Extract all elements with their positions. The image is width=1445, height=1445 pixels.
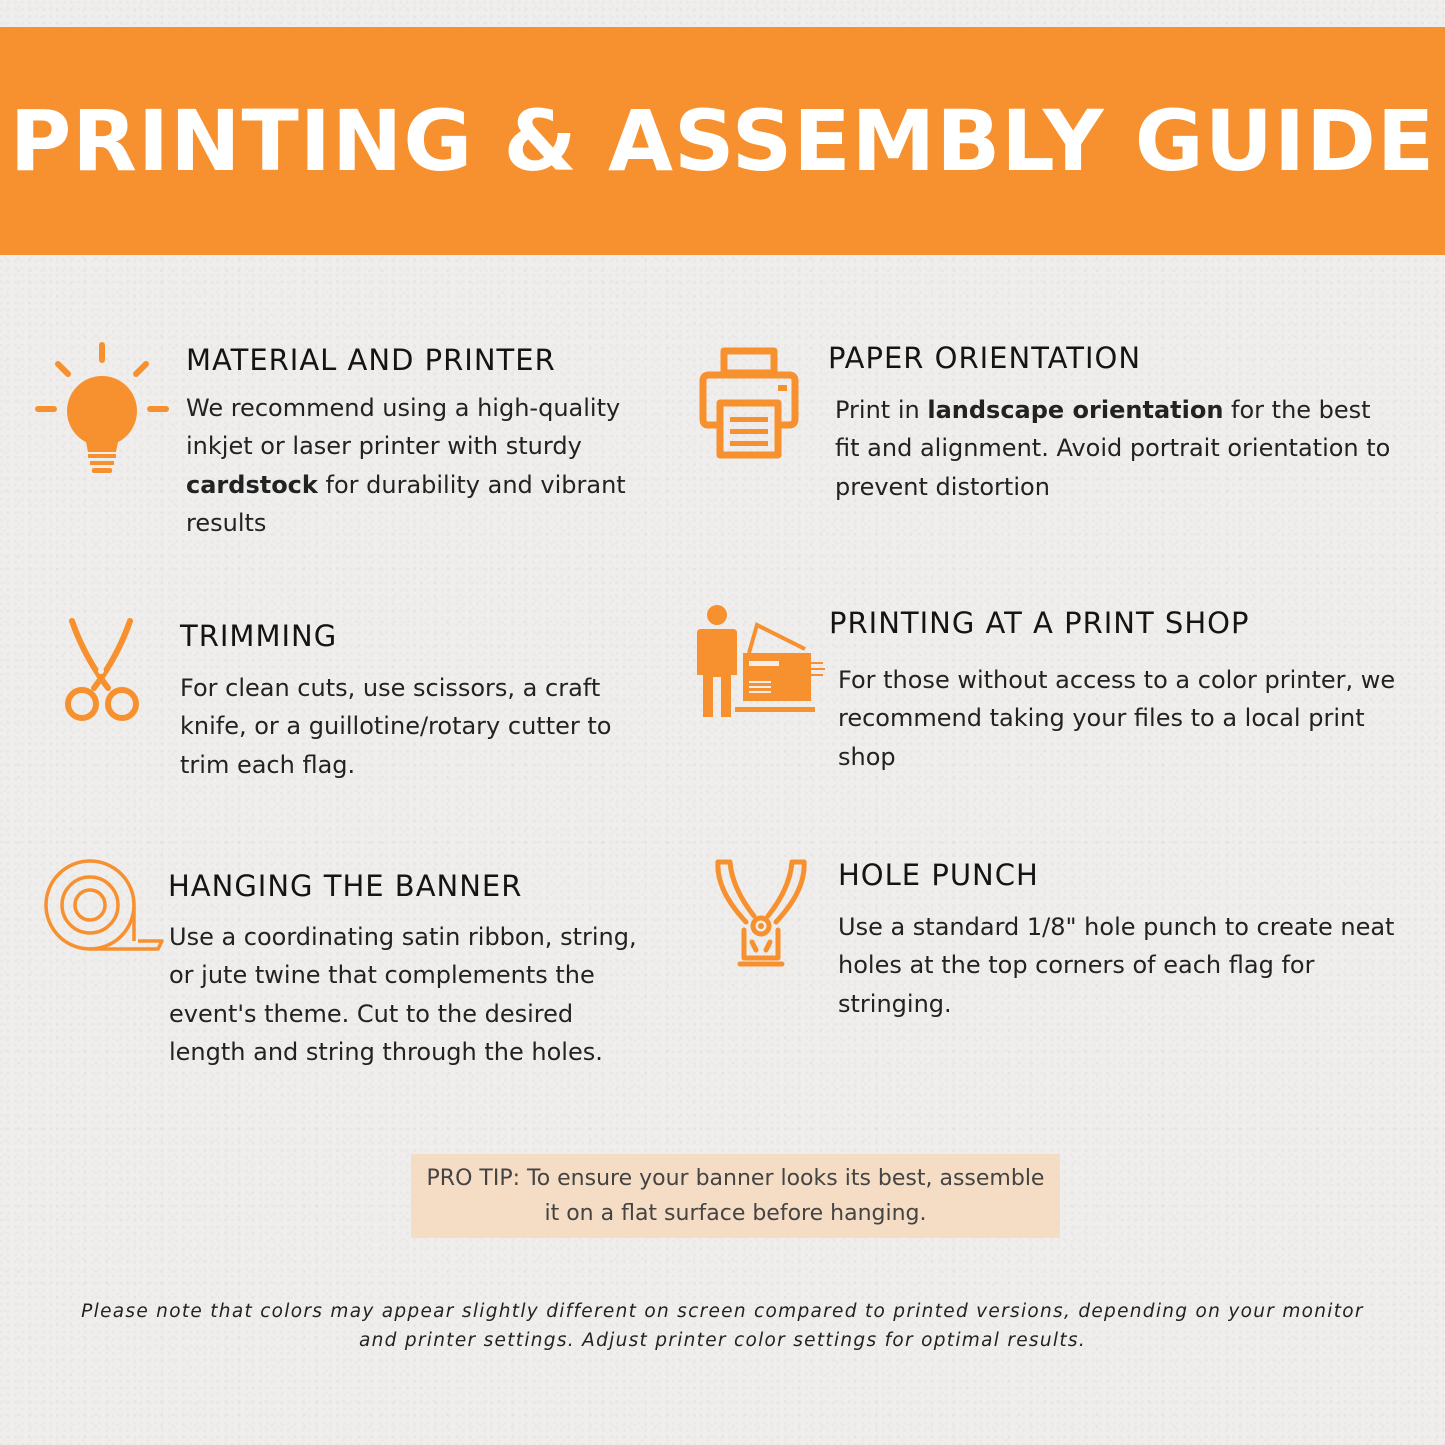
material-printer-text: We recommend using a high-quality inkjet or laser printer with sturdy cardstock for durability and vibrant results bbox=[186, 394, 626, 537]
material-printer-title: MATERIAL AND PRINTER bbox=[186, 343, 556, 377]
page-title: PRINTING & ASSEMBLY GUIDE bbox=[9, 92, 1436, 190]
hole-punch-icon bbox=[712, 858, 810, 970]
trimming-text: For clean cuts, use scissors, a craft knife, or a guillotine/rotary cutter to trim each flag. bbox=[180, 674, 612, 779]
hanging-banner-title: HANGING THE BANNER bbox=[168, 869, 523, 903]
paper-orientation-title: PAPER ORIENTATION bbox=[828, 341, 1142, 375]
scissors-icon bbox=[62, 616, 142, 724]
paper-orientation-text: Print in landscape orientation for the best fit and alignment. Avoid portrait orientation to prevent distortion bbox=[835, 396, 1391, 501]
print-shop-text: For those without access to a color printer, we recommend taking your files to a local print shop bbox=[838, 666, 1396, 771]
lightbulb-icon bbox=[34, 340, 170, 480]
hole-punch-text: Use a standard 1/8" hole punch to create neat holes at the top corners of each flag for stringing. bbox=[838, 913, 1395, 1018]
header-banner bbox=[0, 27, 1445, 255]
hole-punch-title: HOLE PUNCH bbox=[838, 858, 1039, 892]
ribbon-roll-icon bbox=[40, 857, 168, 957]
print-shop-title: PRINTING AT A PRINT SHOP bbox=[829, 606, 1250, 640]
printer-icon bbox=[698, 345, 800, 460]
print-shop-icon bbox=[693, 603, 828, 721]
trimming-title: TRIMMING bbox=[180, 619, 338, 653]
hanging-banner-text: Use a coordinating satin ribbon, string, or jute twine that complements the event's theme. Cut to the desired length and string through the holes. bbox=[169, 923, 637, 1066]
pro-tip-box bbox=[411, 1154, 1060, 1238]
pro-tip-text: PRO TIP: To ensure your banner looks its best, assemble it on a flat surface before hanging. bbox=[426, 1166, 1045, 1226]
footer-note: Please note that colors may appear slightly different on screen compared to printed versions, depending on your monitor and printer settings. Adjust printer color settings for optimal results. bbox=[81, 1301, 1364, 1351]
